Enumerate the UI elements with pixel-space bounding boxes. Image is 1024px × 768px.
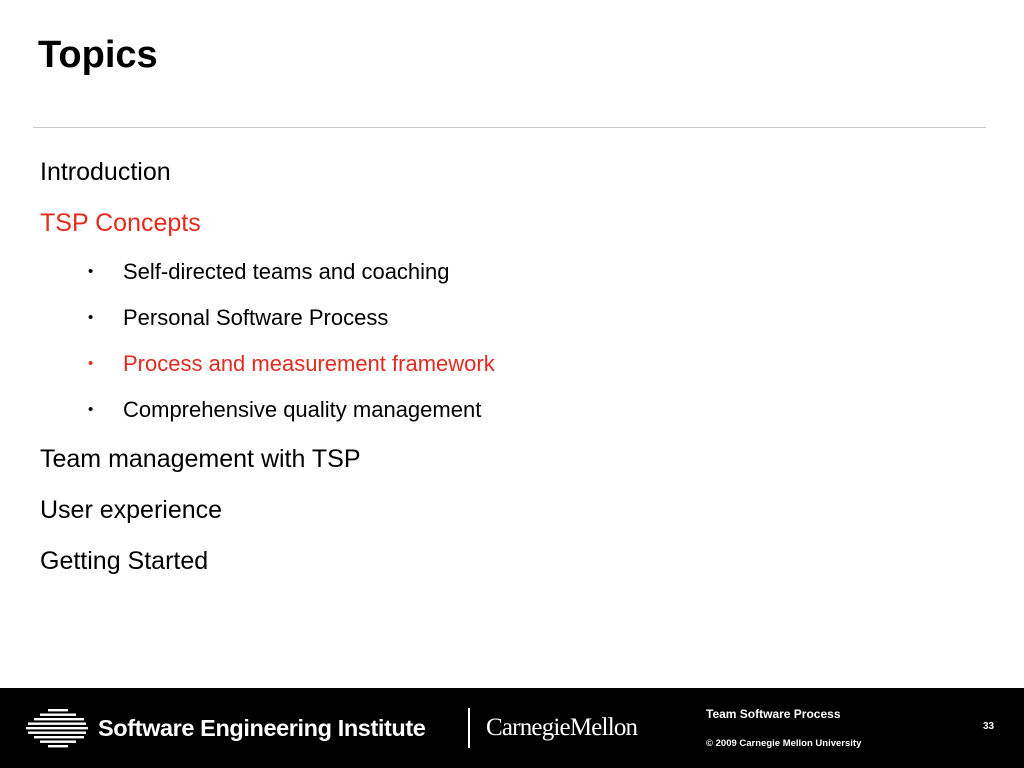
subtopic-label: Personal Software Process <box>123 305 389 330</box>
title-divider <box>33 127 986 128</box>
topic-user-experience: User experience <box>40 496 223 524</box>
copyright-notice: © 2009 Carnegie Mellon University <box>706 738 862 749</box>
bullet-icon: • <box>88 309 94 326</box>
sei-striped-globe-icon <box>26 708 90 748</box>
subtopic-label: Process and measurement framework <box>123 351 495 376</box>
subtopic-label: Self-directed teams and coaching <box>123 259 450 284</box>
subtopic-quality-management <box>88 396 481 424</box>
bullet-icon: • <box>88 401 94 418</box>
cmu-wordmark: CarnegieMellon <box>486 714 638 741</box>
topic-introduction: Introduction <box>40 158 171 186</box>
bullet-icon: • <box>88 263 94 280</box>
slide-title: Topics <box>38 34 158 76</box>
topic-getting-started: Getting Started <box>40 547 209 575</box>
course-title: Team Software Process <box>706 707 841 721</box>
bullet-icon: • <box>88 355 94 372</box>
footer-divider <box>468 708 470 748</box>
subtopic-process-measurement-framework <box>88 350 495 378</box>
subtopic-self-directed-teams <box>88 258 450 286</box>
subtopic-label: Comprehensive quality management <box>123 397 482 422</box>
sei-wordmark: Software Engineering Institute <box>98 715 426 741</box>
footer-bar <box>0 688 1024 768</box>
topic-team-management: Team management with TSP <box>40 445 361 473</box>
subtopic-personal-software-process <box>88 304 388 332</box>
topic-tsp-concepts: TSP Concepts <box>40 209 201 237</box>
page-number: 33 <box>983 721 995 732</box>
